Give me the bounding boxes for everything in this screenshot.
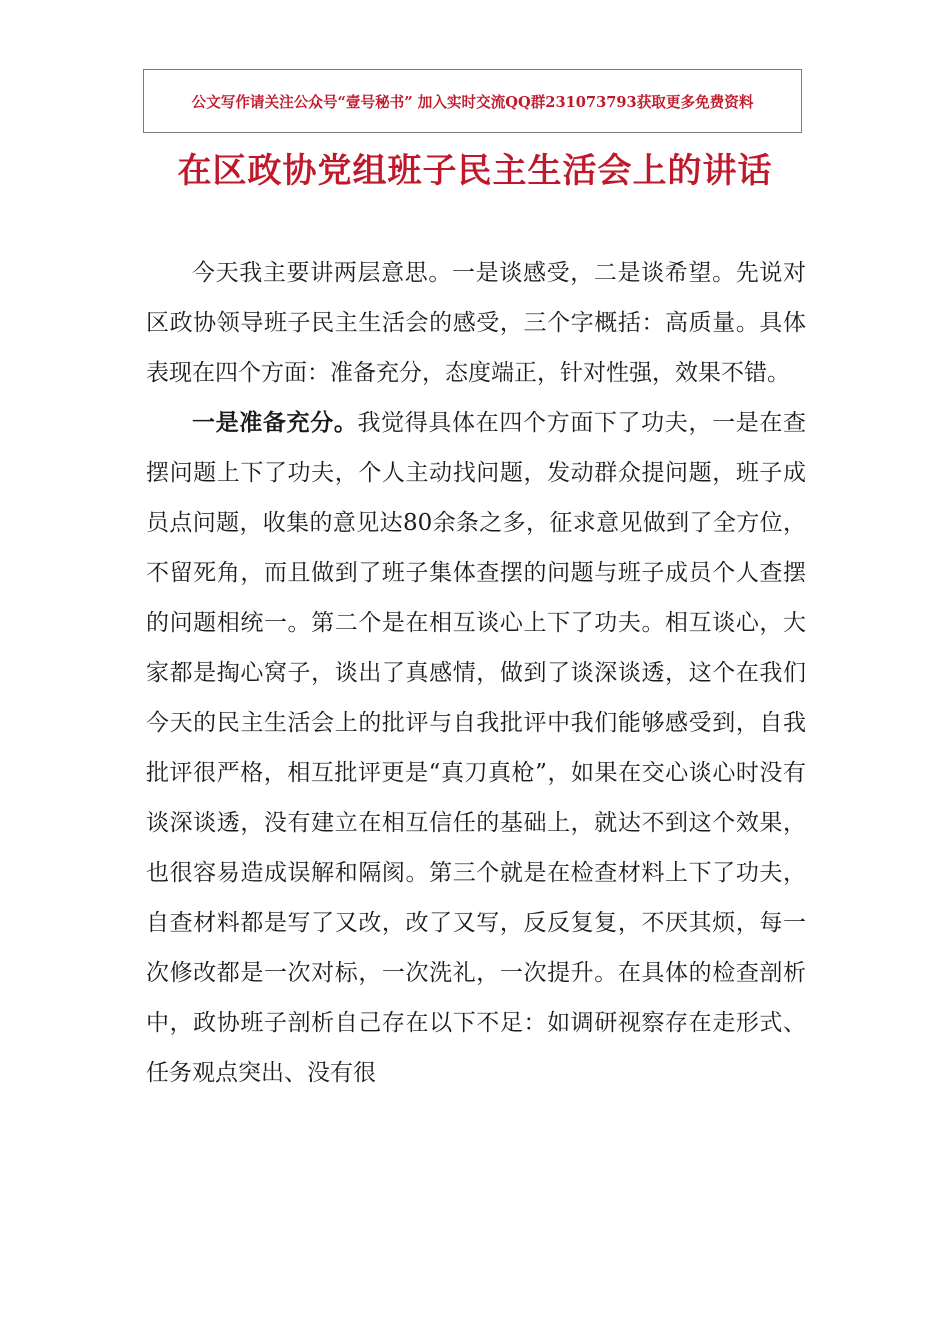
paragraph-preparation — [146, 398, 806, 1098]
document-title: 在区政协党组班子民主生活会上的讲话 — [177, 151, 773, 191]
paragraph-text: 我觉得具体在四个方面下了功夫，一是在查摆问题上下了功夫，个人主动找问题，发动群众提问题，班子成员点问题，收集的意见达80余条之多，征求意见做到了全方位，不留死角，而且做到了班子集体查摆的问题与班子成员个人查摆的问题相统一。第二个是在相互谈心上下了功夫。相互谈心，大家都是掏心窝子，谈出了真感情，做到了谈深谈透，这个在我们今天的民主生活会上的批评与自我批评中我们能够感受到，自我批评很严格，相互批评更是“真刀真枪”，如果在交心谈心时没有谈深谈透，没有建立在相互信任的基础上，就达不到这个效果，也很容易造成误解和隔阂。第三个就是在检查材料上下了功夫，自查材料都是写了又改，改了又写，反反复复，不厌其烦，每一次修改都是一次对标，一次洗礼，一次提升。在具体的检查剖析中，政协班子剖析自己存在以下不足：如调研视察存在走形式、任务观点突出、没有很 — [146, 410, 807, 1086]
promo-banner-text: 公文写作请关注公众号“壹号秘书” 加入实时交流QQ群231073793获取更多免费资料 — [191, 93, 754, 111]
paragraph-lead: 一是准备充分。 — [192, 409, 358, 436]
promo-banner — [143, 69, 802, 133]
document-body — [146, 248, 806, 1098]
paragraph-text: 今天我主要讲两层意思。一是谈感受，二是谈希望。先说对区政协领导班子民主生活会的感受，三个字概括：高质量。具体表现在四个方面：准备充分，态度端正，针对性强，效果不错。 — [146, 260, 806, 386]
paragraph-intro — [146, 248, 806, 398]
